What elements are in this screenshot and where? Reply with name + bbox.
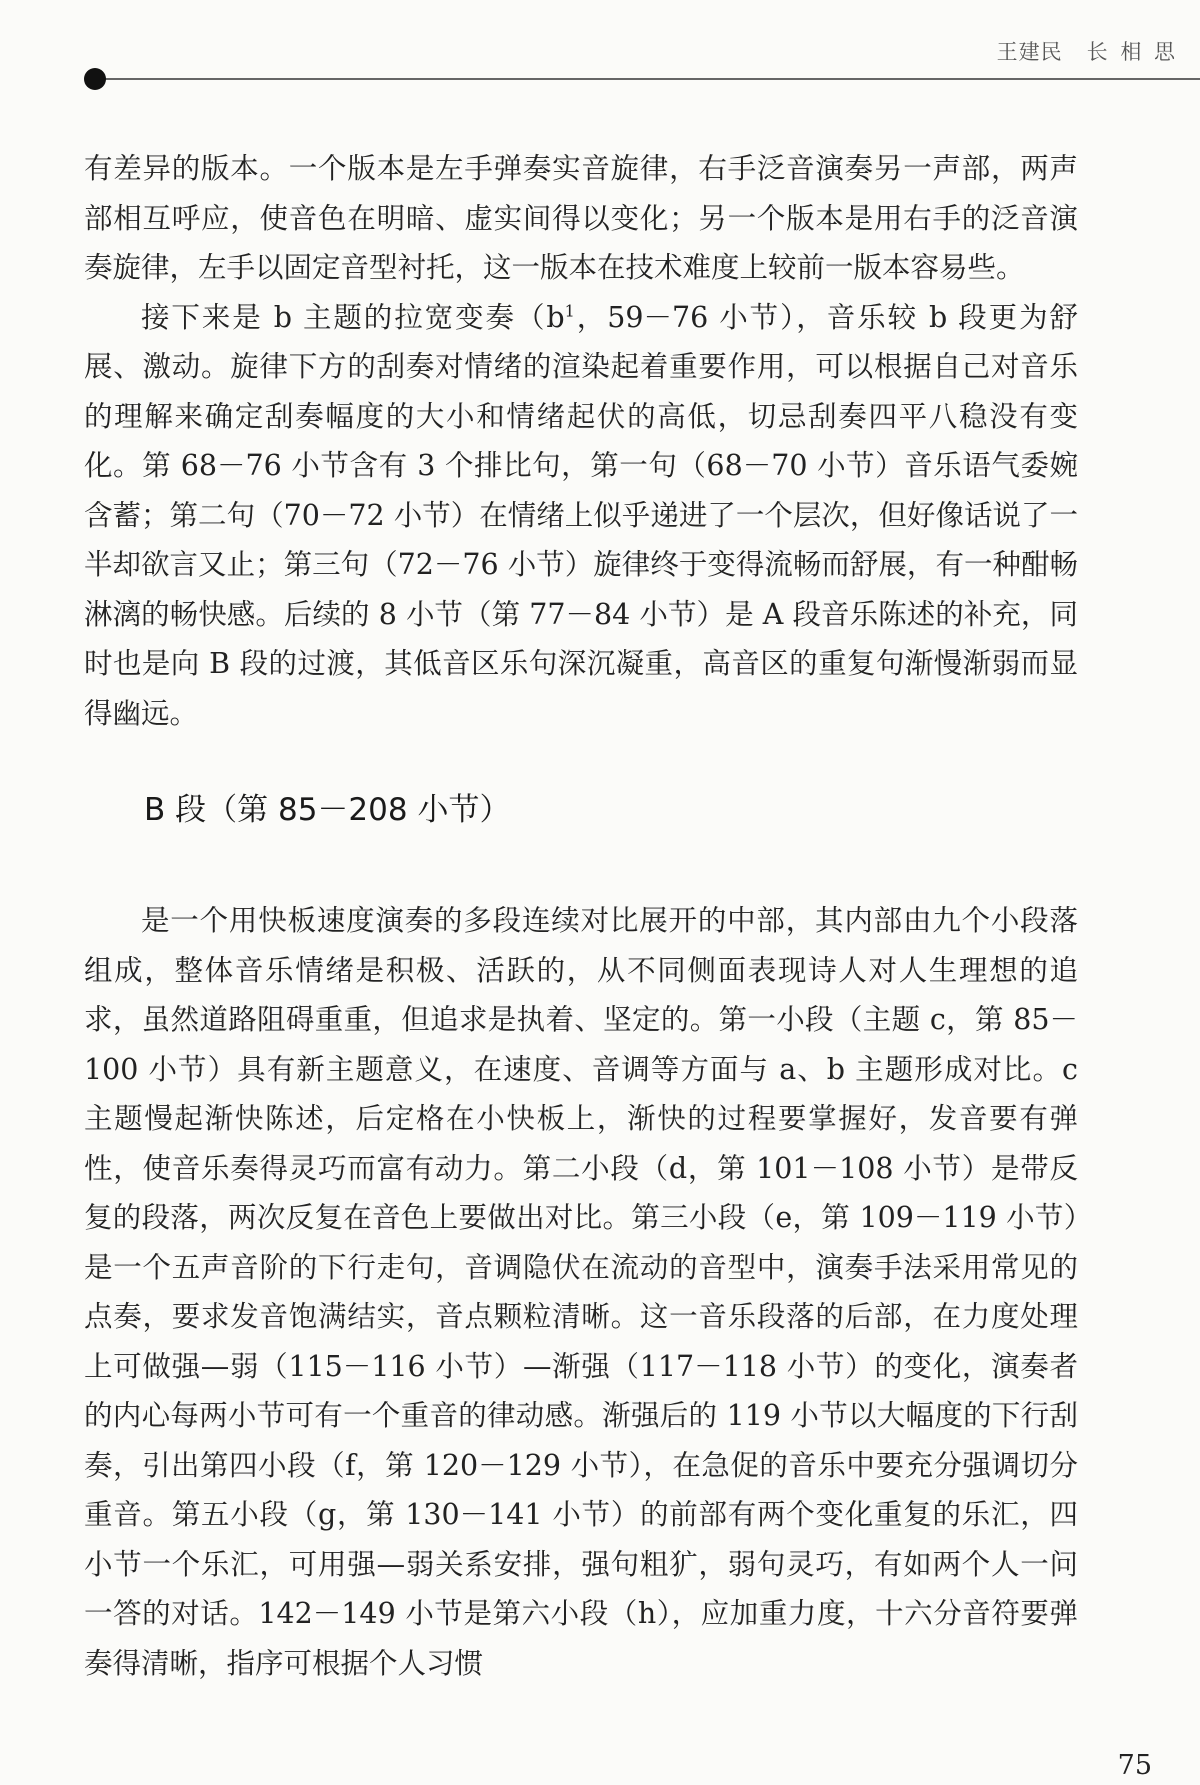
- header-title: 长 相 思: [1086, 40, 1178, 64]
- running-head: [997, 36, 1178, 66]
- page-body: [84, 144, 1078, 1688]
- paragraph-1: 有差异的版本。一个版本是左手弹奏实音旋律，右手泛音演奏另一声部，两声部相互呼应，使音色在明暗、虚实间得以变化；另一个版本是用右手的泛音演奏旋律，左手以固定音型衬托，这一版本在技术难度上较前一版本容易些。: [84, 152, 1078, 284]
- header-bullet-dot: [84, 68, 106, 90]
- paragraph-3: 是一个用快板速度演奏的多段连续对比展开的中部，其内部由九个小段落组成，整体音乐情绪是积极、活跃的，从不同侧面表现诗人对人生理想的追求，虽然道路阻碍重重，但追求是执着、坚定的。第一小段（主题 c，第 85－100 小节）具有新主题意义，在速度、音调等方面与 a、b 主题形成对比。c 主题慢起渐快陈述，后定格在小快板上，渐快的过程要掌握好，发音要有弹性，使音乐奏得灵巧而富有动力。第二小段（d，第 101－108 小节）是带反复的段落，两次反复在音色上要做出对比。第三小段（e，第 109－119 小节）是一个五声音阶的下行走句，音调隐伏在流动的音型中，演奏手法采用常见的点奏，要求发音饱满结实，音点颗粒清晰。这一音乐段落的后部，在力度处理上可做强—弱（115－116 小节）—渐强（117－118 小节）的变化，演奏者的内心每两小节可有一个重音的律动感。渐强后的 119 小节以大幅度的下行刮奏，引出第四小段（f，第 120－129 小节），在急促的音乐中要充分强调切分重音。第五小段（g，第 130－141 小节）的前部有两个变化重复的乐汇，四小节一个乐汇，可用强—弱关系安排，强句粗犷，弱句灵巧，有如两个人一问一答的对话。142－149 小节是第六小段（h），应加重力度，十六分音符要弹奏得清晰，指序可根据个人习惯: [84, 904, 1078, 1680]
- page-number: 75: [1117, 1750, 1152, 1781]
- superscript-1: 1: [564, 301, 575, 320]
- paragraph-2-start: 接下来是 b 主题的拉宽变奏（b: [141, 300, 565, 334]
- paragraph-2-rest: ，59－76 小节），音乐较 b 段更为舒展、激动。旋律下方的刮奏对情绪的渲染起着重要作用，可以根据自己对音乐的理解来确定刮奏幅度的大小和情绪起伏的高低，切忌刮奏四平八稳没有变化。第 68－76 小节含有 3 个排比句，第一句（68－70 小节）音乐语气委婉含蓄；第二句（70－72 小节）在情绪上似乎递进了一个层次，但好像话说了一半却欲言又止；第三句（72－76 小节）旋律终于变得流畅而舒展，有一种酣畅淋漓的畅快感。后续的 8 小节（第 77－84 小节）是 A 段音乐陈述的补充，同时也是向 B 段的过渡，其低音区乐句深沉凝重，高音区的重复句渐慢渐弱而显得幽远。: [84, 300, 1079, 730]
- header-rule: [92, 78, 1200, 80]
- header-author: 王建民: [996, 40, 1063, 64]
- section-heading: B 段（第 85－208 小节）: [144, 792, 511, 828]
- paragraph-2: [84, 293, 1078, 739]
